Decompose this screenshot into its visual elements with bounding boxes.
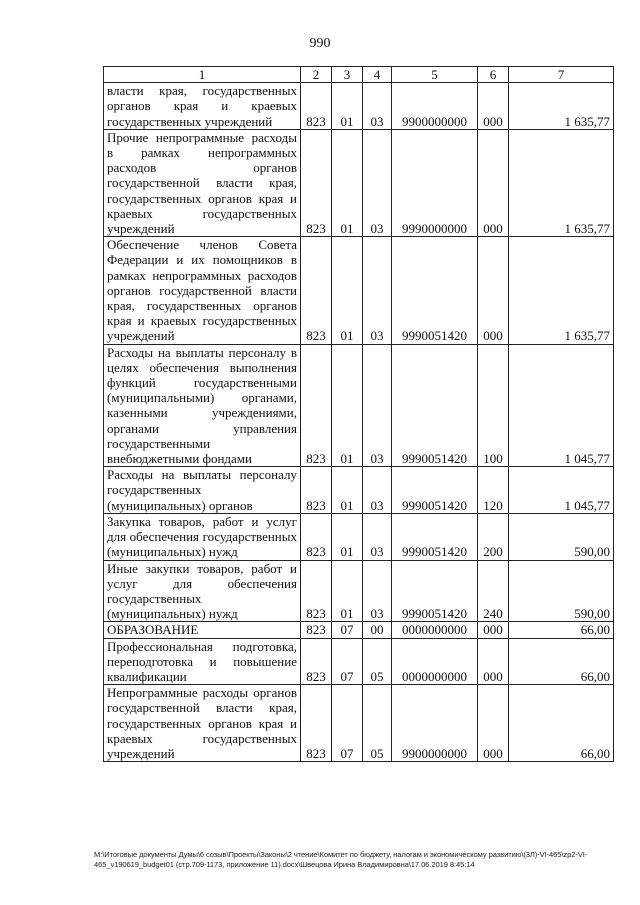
cell-section: 01	[332, 129, 363, 236]
cell-target-article: 9900000000	[392, 685, 478, 762]
cell-ministry: 823	[301, 513, 332, 560]
cell-section: 01	[332, 560, 363, 622]
cell-subsection: 05	[363, 638, 392, 685]
header-cell: 5	[392, 67, 478, 83]
cell-amount: 1 635,77	[509, 83, 614, 130]
cell-target-article: 9990051420	[392, 513, 478, 560]
cell-amount: 1 045,77	[509, 467, 614, 514]
row-description: Расходы на выплаты персоналу государственных (муниципальных) органов	[104, 467, 301, 514]
cell-section: 07	[332, 622, 363, 638]
table-row	[104, 513, 614, 560]
table-row	[104, 83, 614, 130]
cell-subsection: 05	[363, 685, 392, 762]
cell-section: 01	[332, 344, 363, 467]
cell-subsection: 03	[363, 237, 392, 344]
cell-amount: 590,00	[509, 560, 614, 622]
table-row	[104, 685, 614, 762]
cell-target-article: 0000000000	[392, 638, 478, 685]
cell-ministry: 823	[301, 83, 332, 130]
cell-ministry: 823	[301, 638, 332, 685]
cell-ministry: 823	[301, 344, 332, 467]
cell-target-article: 9900000000	[392, 83, 478, 130]
cell-expense-type: 240	[478, 560, 509, 622]
page-number: 990	[309, 36, 331, 51]
cell-section: 01	[332, 467, 363, 514]
cell-subsection: 03	[363, 467, 392, 514]
row-description: Профессиональная подготовка, переподготовка и повышение квалификации	[104, 638, 301, 685]
cell-subsection: 00	[363, 622, 392, 638]
cell-ministry: 823	[301, 685, 332, 762]
cell-amount: 66,00	[509, 622, 614, 638]
cell-section: 01	[332, 513, 363, 560]
cell-expense-type: 000	[478, 638, 509, 685]
cell-expense-type: 000	[478, 129, 509, 236]
cell-ministry: 823	[301, 129, 332, 236]
header-cell: 4	[363, 67, 392, 83]
cell-subsection: 03	[363, 83, 392, 130]
row-description: Расходы на выплаты персоналу в целях обеспечения выполнения функций государственными (муниципальными) органами, казенными учреждениями, органами управления государственными внебюджетными фондами	[104, 344, 301, 467]
cell-section: 07	[332, 685, 363, 762]
header-cell: 3	[332, 67, 363, 83]
cell-target-article: 9990000000	[392, 129, 478, 236]
budget-table	[103, 66, 614, 762]
table-row	[104, 560, 614, 622]
cell-subsection: 03	[363, 513, 392, 560]
cell-expense-type: 000	[478, 685, 509, 762]
cell-amount: 590,00	[509, 513, 614, 560]
cell-ministry: 823	[301, 560, 332, 622]
cell-subsection: 03	[363, 344, 392, 467]
row-description: Прочие непрограммные расходы в рамках непрограммных расходов органов государственной власти края, государственных органов края и краевых государственных учреждений	[104, 129, 301, 236]
row-description: власти края, государственных органов края и краевых государственных учреждений	[104, 83, 301, 130]
cell-subsection: 03	[363, 560, 392, 622]
cell-target-article: 9990051420	[392, 344, 478, 467]
header-cell: 1	[104, 67, 301, 83]
row-description: Закупка товаров, работ и услуг для обеспечения государственных (муниципальных) нужд	[104, 513, 301, 560]
cell-expense-type: 120	[478, 467, 509, 514]
cell-amount: 66,00	[509, 638, 614, 685]
row-description: Иные закупки товаров, работ и услуг для обеспечения государственных (муниципальных) нужд	[104, 560, 301, 622]
file-path-footer: M:\Итоговые документы Думы\6 созыв\Проекты\Законы\2 чтение\Комитет по бюджету, налогам и экономическому развитию\(3Л)-VI-465\zp2-VI-465_v190619_budget01 (стр.709-1173, приложение 11).docx\Швецова Ирина Владимировна\17.06.2019 8:45:14	[94, 850, 588, 869]
header-row	[104, 67, 614, 83]
cell-expense-type: 000	[478, 622, 509, 638]
header-cell: 6	[478, 67, 509, 83]
cell-section: 01	[332, 83, 363, 130]
cell-expense-type: 000	[478, 237, 509, 344]
cell-target-article: 9990051420	[392, 560, 478, 622]
cell-ministry: 823	[301, 622, 332, 638]
cell-amount: 66,00	[509, 685, 614, 762]
cell-ministry: 823	[301, 237, 332, 344]
row-description: ОБРАЗОВАНИЕ	[104, 622, 301, 638]
table-row	[104, 344, 614, 467]
table-row	[104, 638, 614, 685]
cell-target-article: 9990051420	[392, 237, 478, 344]
table-row	[104, 237, 614, 344]
cell-subsection: 03	[363, 129, 392, 236]
cell-section: 07	[332, 638, 363, 685]
cell-ministry: 823	[301, 467, 332, 514]
cell-amount: 1 635,77	[509, 129, 614, 236]
row-description: Обеспечение членов Совета Федерации и их помощников в рамках непрограммных расходов органов государственной власти края, государственных органов края и краевых государственных учреждений	[104, 237, 301, 344]
header-cell: 2	[301, 67, 332, 83]
cell-expense-type: 000	[478, 83, 509, 130]
row-description: Непрограммные расходы органов государственной власти края, государственных органов края и краевых государственных учреждений	[104, 685, 301, 762]
cell-target-article: 9990051420	[392, 467, 478, 514]
cell-amount: 1 635,77	[509, 237, 614, 344]
cell-section: 01	[332, 237, 363, 344]
header-cell: 7	[509, 67, 614, 83]
cell-target-article: 0000000000	[392, 622, 478, 638]
table-row	[104, 129, 614, 236]
cell-expense-type: 100	[478, 344, 509, 467]
table-row	[104, 622, 614, 638]
table-row	[104, 467, 614, 514]
cell-amount: 1 045,77	[509, 344, 614, 467]
cell-expense-type: 200	[478, 513, 509, 560]
